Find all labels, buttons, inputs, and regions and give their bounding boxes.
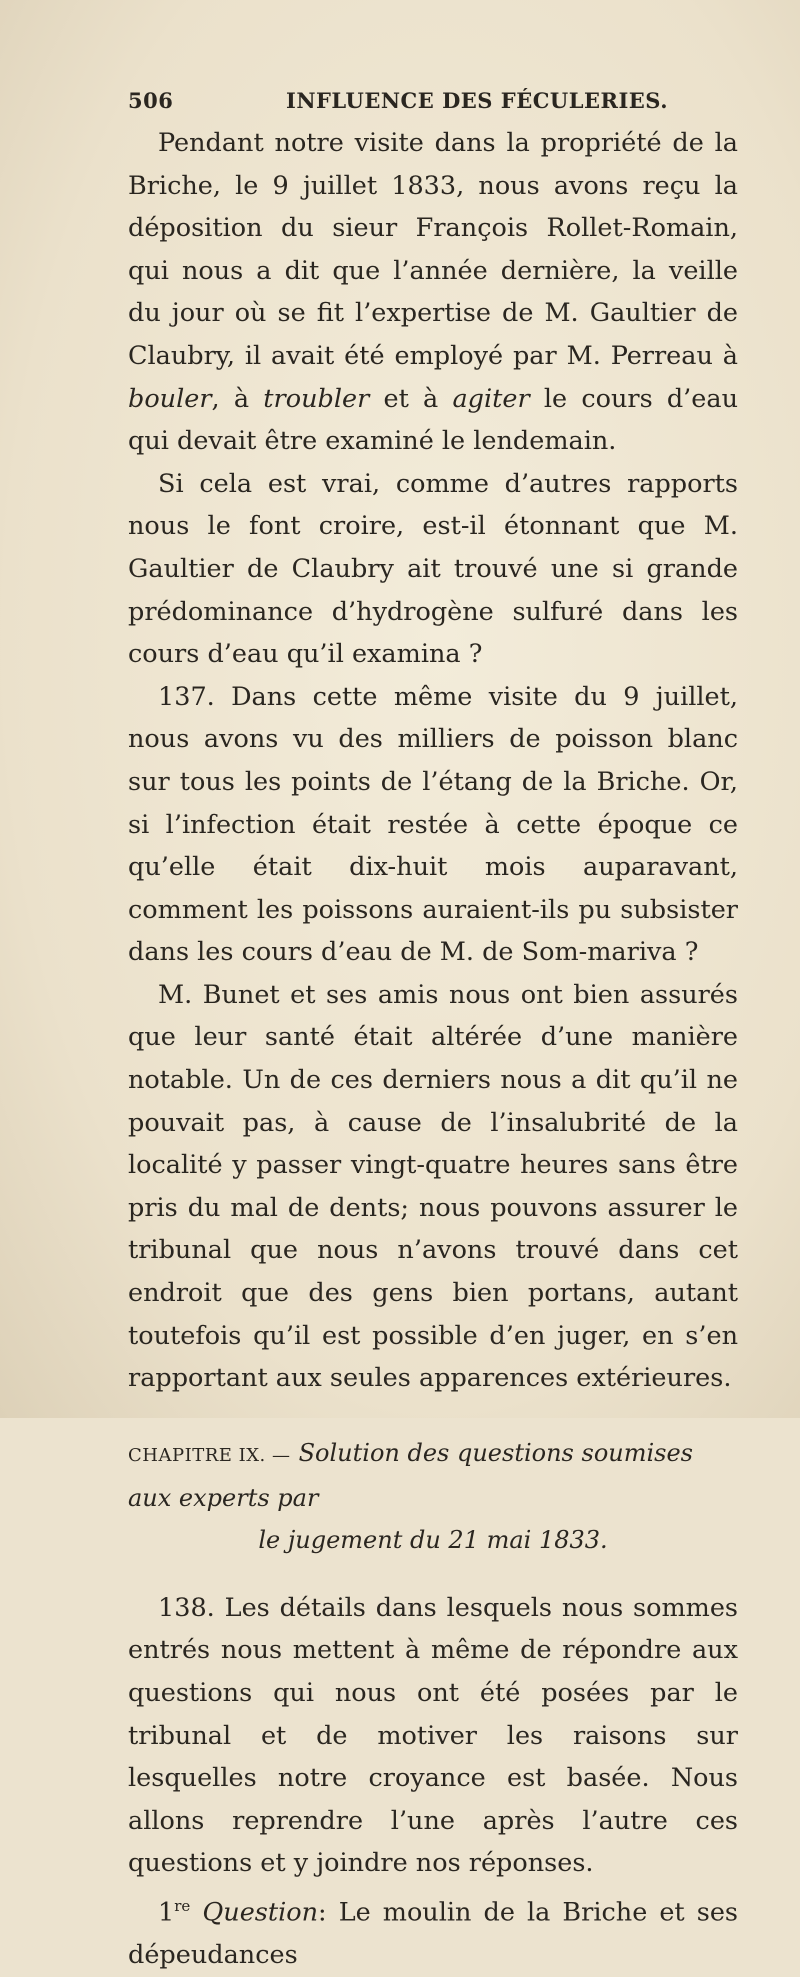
- chapter-subtitle: le jugement du 21 mai 1833.: [258, 1525, 608, 1554]
- italic-term: agiter: [452, 383, 530, 414]
- paragraph: M. Bunet et ses amis nous ont bien assurés que leur santé était altérée d’une manière notable. Un de ces derniers nous a dit qu’il ne pouvait pas, à cause de l’insalubrité de la localité y passer vingt-quatre heures sans être pris du mal de dents; nous pouvons assurer le tribunal que nous n’avons trouvé dans cet endroit que des gens bien portans, autant toutefois qu’il est possible d’en juger, en s’en rapportant aux seules apparences extérieures.: [128, 979, 738, 1394]
- paragraph: [128, 1885, 738, 1977]
- chapter-label: CHAPITRE IX. —: [128, 1444, 291, 1466]
- italic-term: bouler: [128, 383, 212, 414]
- text-run: le cours d’eau qui devait être examiné le lendemain.: [128, 383, 739, 457]
- question-superscript: re: [174, 1896, 191, 1915]
- text-run: , à: [211, 383, 264, 414]
- text-run: Pendant notre visite dans la propriété de la Briche, le 9 juillet 1833, nous avons reçu la déposition du sieur François Rollet-Romain, qui nous a dit que l’année dernière, la veille du jour où se fit l’expertise de M. Gaultier de Claubry, il avait été employé par M. Perreau à: [128, 128, 738, 371]
- paragraph: Si cela est vrai, comme d’autres rapports nous le font croire, est-il étonnant que M. Gaultier de Claubry ait trouvé une si grande prédominance d’hydrogène sulfuré dans les cours d’eau qu’il examina ?: [128, 468, 738, 670]
- question-number: 1: [158, 1897, 175, 1928]
- running-title: INFLUENCE DES FÉCULERIES.: [286, 88, 669, 113]
- question-label: Question: [202, 1897, 319, 1928]
- italic-term: troubler: [263, 383, 370, 414]
- paragraph: 137. Dans cette même visite du 9 juillet, nous avons vu des milliers de poisson blanc sur tous les points de l’étang de la Briche. Or, si l’infection était restée à cette époque ce qu’elle était dix-huit mois auparavant, comment les poissons auraient-ils pu subsister dans les cours d’eau de M. de Som-mariva ?: [128, 681, 738, 968]
- chapter-title: Solution des questions soumises aux experts par: [128, 1438, 693, 1512]
- page-number: 506: [128, 88, 174, 113]
- text-run: et à: [369, 383, 453, 414]
- question-text: : Le moulin de la Briche et ses dépeudances: [128, 1897, 738, 1971]
- body-text: [128, 122, 738, 1977]
- chapter-heading: [128, 1432, 738, 1561]
- page-header: [128, 88, 688, 124]
- paragraph: [128, 122, 738, 463]
- paragraph: 138. Les détails dans lesquels nous sommes entrés nous mettent à même de répondre aux questions qui nous ont été posées par le tribunal et de motiver les raisons sur lesquelles notre croyance est basée. Nous allons reprendre l’une après l’autre ces questions et y joindre nos réponses.: [128, 1592, 738, 1879]
